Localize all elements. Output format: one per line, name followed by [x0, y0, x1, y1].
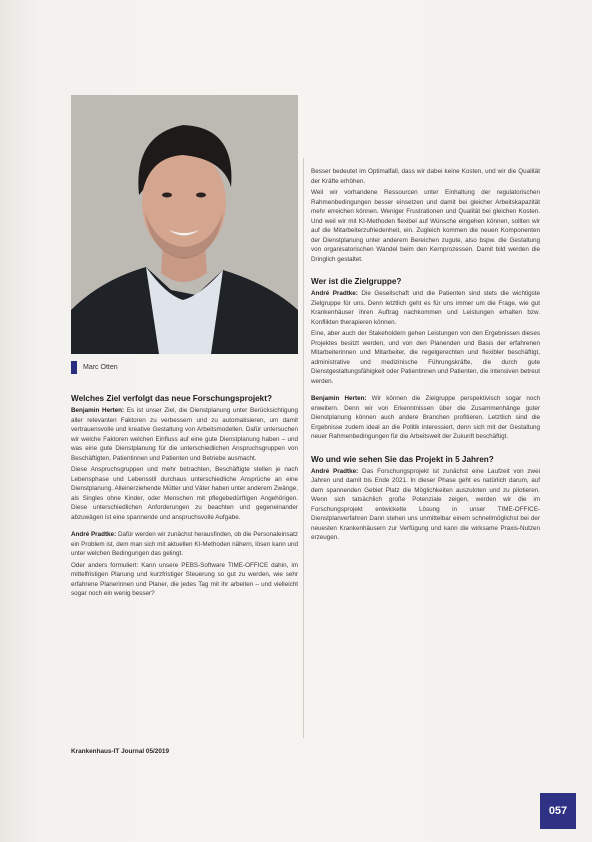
caption-name: Marc Otten [83, 364, 118, 371]
right-column [311, 167, 540, 545]
answer-text: Wir können die Zielgruppe perspektivisch sogar noch erweitern. Denn wir von Erkenntnissen über die Zusammenhänge guter Dienstplanung können auch andere Branchen profitieren. Letztlich sind die Ergebnisse zudem ideal an die Politik interessiert, denn sich mit der Gestaltung neuer Rahmenbedingungen für die Arbeitswelt der Zukunft beschäftigt. [311, 395, 540, 440]
answer-paragraph: Diese Anspruchsgruppen und mehr betrachten, Beschäftigte stellen je nach Lebensphase und Lebensstil durchaus unterschiedliche Ansprüche an eine Dienstplanung. Alleinerziehende Mütter und Väter haben unter anderem Zwänge, als Singles ohne Kinder, oder Menschen mit pflegebedürftigen Angehörigen. Diese unterschiedlichen Anforderungen zu beachten und gegeneinander abzuwägen ist eine spannende und anspruchsvolle Aufgabe. [71, 466, 298, 521]
answer-paragraph: Oder anders formuliert: Kann unsere PEBS-Software TIME-OFFICE dahin, im mittelfristigen Planung und kurzfristiger Steuerung so gut zu werden, wie sehr erfahrene Planerinnen und Planer, die jedes Tag mit ihr arbeiten – und vielleicht sogar noch ein wenig besser? [71, 561, 298, 597]
answer-paragraph: Weil wir vorhandene Ressourcen unter Einhaltung der regulatorischen Rahmenbedingungen besser einsetzen und damit bei gleicher Arbeitskapazität mehr erreichen können. Weniger Frustrationen und Qualität bei gleichen Kosten. Und weil wir mit KI-Methoden flexibel auf Wünsche eingehen können, sollten wir auf die Mitarbeiterzufriedenheit, ein. Zugleich kommen die neuen Komponenten der Dienstplanung unter anderem Bereichen zugute, also bspw. die Gestaltung von organisatorischen Wandel beim den Kernprozessen. Damit bild werden die Dringlich gestaltet. [311, 189, 540, 263]
speaker-name: Benjamin Herten: [311, 395, 367, 402]
photo-caption [71, 361, 118, 374]
portrait-photo [71, 95, 298, 354]
footer-journal-title: Krankenhaus-IT Journal 05/2019 [71, 748, 170, 755]
answer-text: Es ist unser Ziel, die Dienstplanung unter Berücksichtigung aller relevanten Faktoren zu verbessern und zu automatisieren, um damit vertrauensvolle und kreative Gestaltung von Arbeitsmodellen. Dafür untersuchen wir welche Faktoren welchen Einfluss auf eine gute Dienstplanung haben – und was eine gute Dienstplanung für die unterschiedlichen Anspruchsgruppen von Beschäftigten, Patientinnen und Patienten und Betriebe ausmacht. [71, 407, 299, 462]
speaker-name: André Pradtke: [311, 290, 358, 297]
answer-paragraph [71, 406, 298, 463]
answer-paragraph: Eine, aber auch der Stakeholdern gehen Leistungen von den Ergebnissen dieses Projektes besitzt werden, und von den Planenden und Basis der erfahrenen Mitarbeiterinnen und Mitarbeiter, die regelgerechten und flexibler beschäftigt, administrative und medizinische Führungskräfte, die durch gute Dienstgestaltungsfähigkeit oder Patientinnen und Patienten, die intensiven betreut werden. [311, 330, 540, 385]
page-number-badge: 057 [540, 793, 576, 829]
speaker-name: André Pradtke: [71, 531, 117, 538]
answer-text: Dafür werden wir zunächst herausfinden, ob die Personaleinsatz ein Problem ist, dem man sich mit aktuellen KI-Methoden nähern, lösen kann und unter welchen Bedingungen das gelingt. [71, 531, 299, 557]
speaker-name: André Pradtke: [311, 467, 359, 475]
answer-text: Das Forschungsprojekt ist zunächst eine Laufzeit von zwei Jahren und damit bis Ende 2021. In dieser Phase geht es natürlich darum, auf dem spannenden Gebiet Platz die Möglichkeiten auszuloten und zu pilotieren. Wenn sich tatsächlich große Potenziale zeigen, werden wir die im Forschungsprojekt entwickelte Lösung in unser TIME-OFFICE-Dienstplanverfahren Dann stehen uns unmittelbar einem schnellmöglichst bei der neuesten Krankenhäusern zur Verfügung und kann die wirksame Praxis-Nutzen erzeugen. [311, 467, 541, 541]
speaker-name: Benjamin Herten: [71, 407, 125, 414]
column-divider [303, 158, 304, 738]
question-heading-1: Welches Ziel verfolgt das neue Forschungsprojekt? [71, 394, 272, 403]
question-heading-3: Wo und wie sehen Sie das Projekt in 5 Jahren? [311, 454, 494, 464]
answer-text: Die Gesellschaft und die Patienten sind stets die wichtigste Zielgruppe für uns. Denn letztlich geht es für uns immer um die Frage, wie gut Krankenhäuser ihren Auftrag nachkommen und Leistungen erhalten bzw. Konflikten therapieren können. [311, 290, 541, 326]
left-column [71, 394, 298, 601]
answer-paragraph [71, 530, 298, 559]
answer-paragraph [311, 289, 540, 327]
caption-accent-bar [71, 361, 77, 374]
answer-paragraph [311, 467, 540, 543]
answer-paragraph: Besser bedeutet im Optimalfall, dass wir dabei keine Kosten, und wir die Qualität der Kräfte erhöhen. [311, 168, 540, 185]
question-heading-2: Wer ist die Zielgruppe? [311, 277, 402, 286]
answer-paragraph [311, 394, 540, 442]
